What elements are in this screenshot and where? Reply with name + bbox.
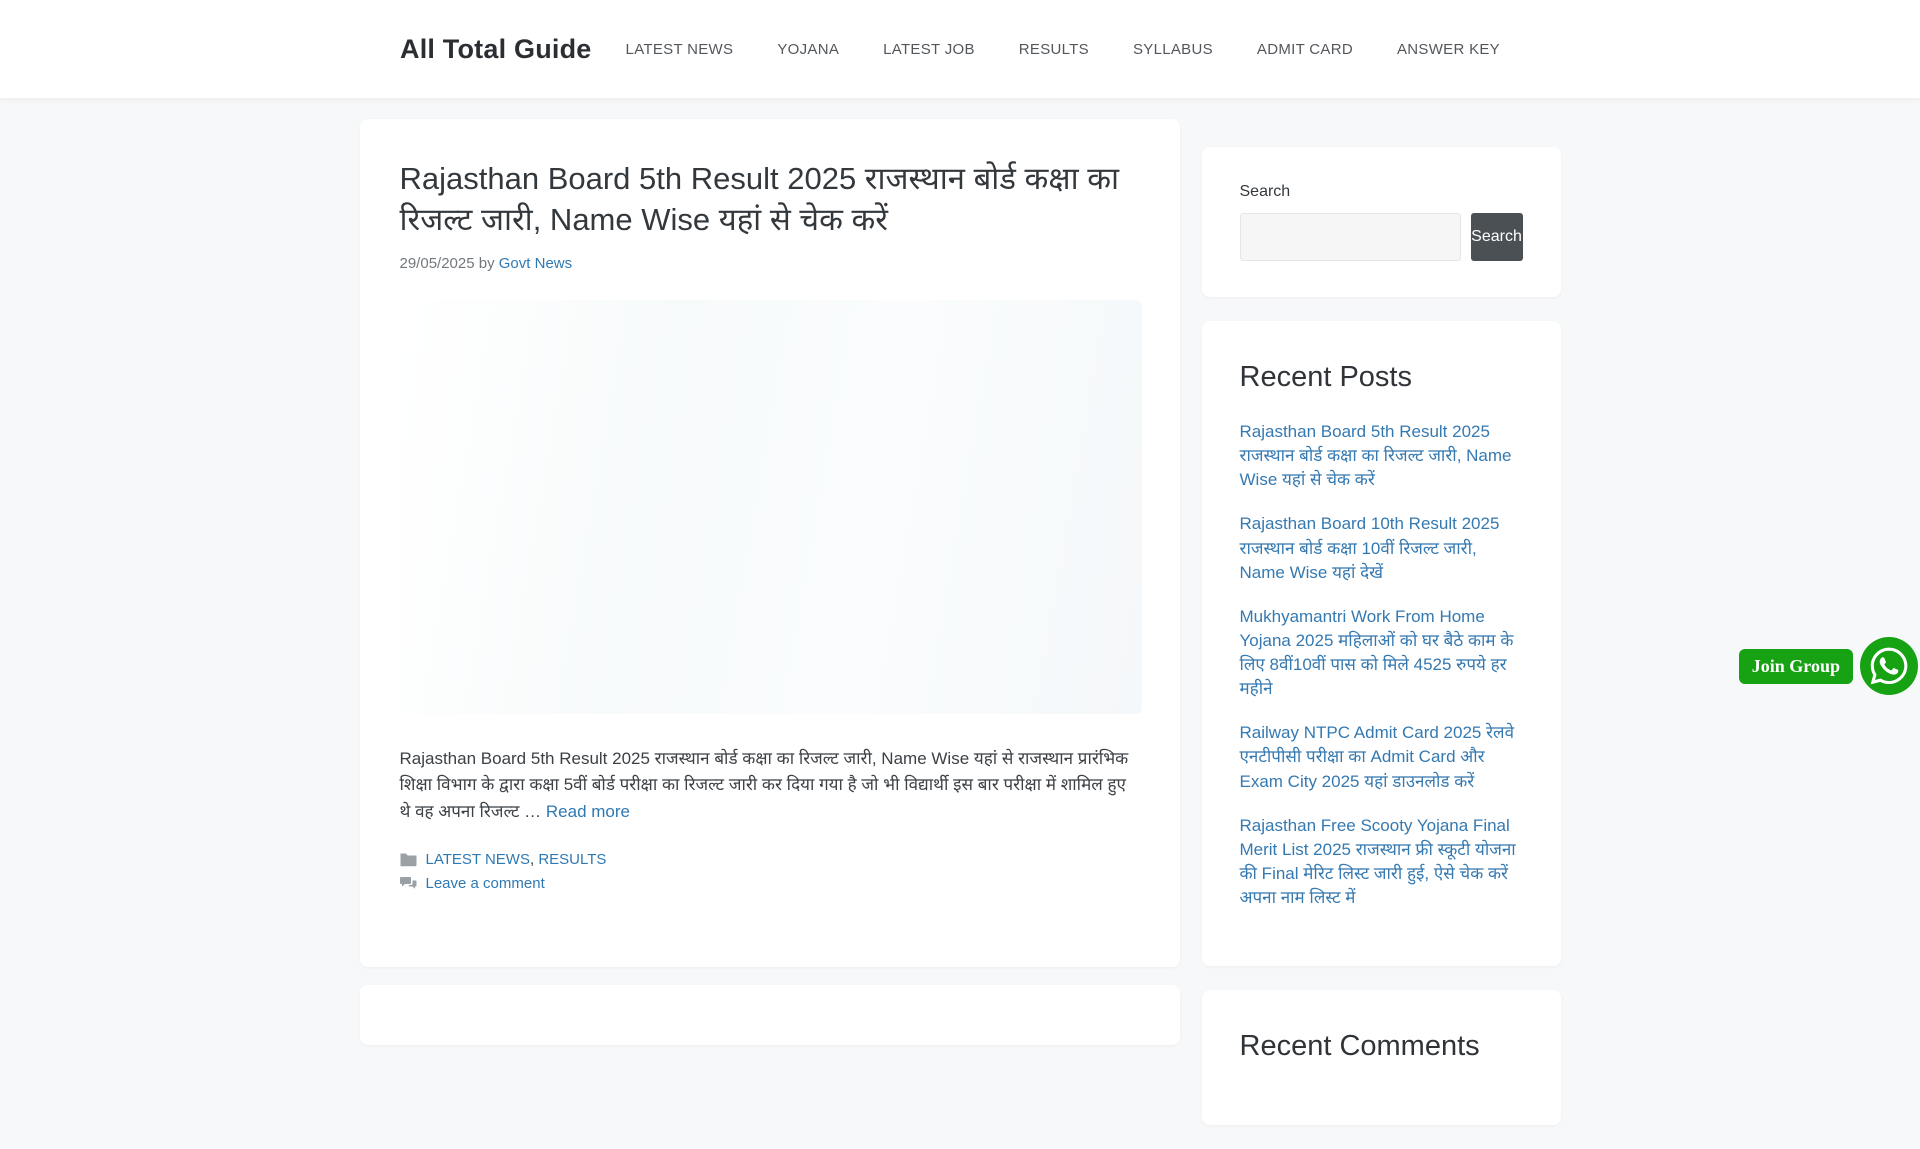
recent-posts-widget <box>1202 321 1561 966</box>
recent-post-link[interactable]: Railway NTPC Admit Card 2025 रेलवे एनटीपीसी परीक्षा का Admit Card और Exam City 2025 यहां डाउनलोड करें <box>1239 723 1515 791</box>
main-nav <box>626 41 1500 58</box>
category-link-results[interactable]: RESULTS <box>538 850 607 868</box>
nav-item-answer-key[interactable]: ANSWER KEY <box>1396 40 1500 58</box>
post-excerpt <box>400 746 1140 825</box>
next-post-card <box>360 985 1180 1045</box>
read-more-link[interactable]: Read more <box>545 801 631 821</box>
post-article <box>360 119 1180 967</box>
recent-post-link[interactable]: Rajasthan Board 5th Result 2025 राजस्थान बोर्ड कक्षा का रिजल्ट जारी, Name Wise यहां से चेक करें <box>1239 422 1512 490</box>
entry-meta <box>400 851 1140 892</box>
recent-posts-heading: Recent Posts <box>1239 361 1412 393</box>
leave-comment-link[interactable]: Leave a comment <box>425 874 545 892</box>
comments-row <box>400 875 1140 892</box>
nav-item-admit-card[interactable]: ADMIT CARD <box>1256 40 1353 58</box>
search-input[interactable] <box>1240 213 1461 261</box>
nav-item-results[interactable]: RESULTS <box>1018 40 1089 58</box>
whatsapp-widget <box>1739 637 1918 695</box>
folder-icon <box>400 852 417 867</box>
categories-row <box>400 851 1140 868</box>
post-meta-top <box>400 255 1140 272</box>
whatsapp-icon[interactable] <box>1860 637 1918 695</box>
recent-post-link[interactable]: Rajasthan Board 10th Result 2025 राजस्थान बोर्ड कक्षा 10वीं रिजल्ट जारी, Name Wise यहां देखें <box>1239 514 1500 582</box>
list-item <box>1240 605 1523 702</box>
category-separator: , <box>529 850 539 868</box>
whatsapp-logo-glyph <box>1868 645 1910 687</box>
search-widget <box>1202 147 1561 297</box>
recent-posts-list <box>1240 420 1523 910</box>
nav-item-syllabus[interactable]: SYLLABUS <box>1132 40 1213 58</box>
excerpt-text: Rajasthan Board 5th Result 2025 राजस्थान बोर्ड कक्षा का रिजल्ट जारी, Name Wise यहां से राजस्थान प्रारंभिक शिक्षा विभाग के द्वारा कक्षा 5वीं बोर्ड परीक्षा का रिजल्ट जारी कर दिया गया है जो भी विद्यार्थी इस बार परीक्षा में शामिल हुए थे वह अपना रिजल्ट … <box>399 748 1129 821</box>
nav-item-yojana[interactable]: YOJANA <box>777 40 840 58</box>
author-link[interactable]: Govt News <box>498 254 573 272</box>
page-wrap <box>360 119 1561 1149</box>
sidebar <box>1202 119 1561 1149</box>
whatsapp-join-group-button[interactable]: Join Group <box>1739 649 1853 684</box>
nav-item-latest-news[interactable]: LATEST NEWS <box>625 40 734 58</box>
search-button[interactable]: Search <box>1471 213 1523 261</box>
list-item <box>1240 814 1523 911</box>
site-header <box>0 0 1920 99</box>
nav-item-latest-job[interactable]: LATEST JOB <box>883 40 975 58</box>
recent-post-link[interactable]: Rajasthan Free Scooty Yojana Final Merit List 2025 राजस्थान फ्री स्कूटी योजना की Final मेरिट लिस्ट जारी हुई, ऐसे चेक करें अपना नाम लिस्ट में <box>1239 815 1516 907</box>
list-item <box>1240 721 1523 793</box>
site-logo[interactable]: All Total Guide <box>400 33 592 64</box>
search-widget-label: Search <box>1239 183 1291 200</box>
list-item <box>1240 420 1523 492</box>
byline-label: by <box>478 254 495 272</box>
category-link-latest-news[interactable]: LATEST NEWS <box>425 850 530 868</box>
content-column <box>360 119 1180 1045</box>
recent-comments-widget <box>1202 990 1561 1125</box>
speech-bubbles-icon <box>400 876 417 891</box>
recent-comments-heading: Recent Comments <box>1239 1030 1480 1063</box>
post-title: Rajasthan Board 5th Result 2025 राजस्थान बोर्ड कक्षा का रिजल्ट जारी, Name Wise यहां से चेक करें <box>399 161 1120 237</box>
post-date: 29/05/2025 <box>399 254 475 272</box>
recent-post-link[interactable]: Mukhyamantri Work From Home Yojana 2025 महिलाओं को घर बैठे काम के लिए 8वीं10वीं पास को मिले 4525 रुपये हर महीने <box>1239 606 1514 699</box>
list-item <box>1240 512 1523 584</box>
featured-image-placeholder <box>400 300 1142 714</box>
